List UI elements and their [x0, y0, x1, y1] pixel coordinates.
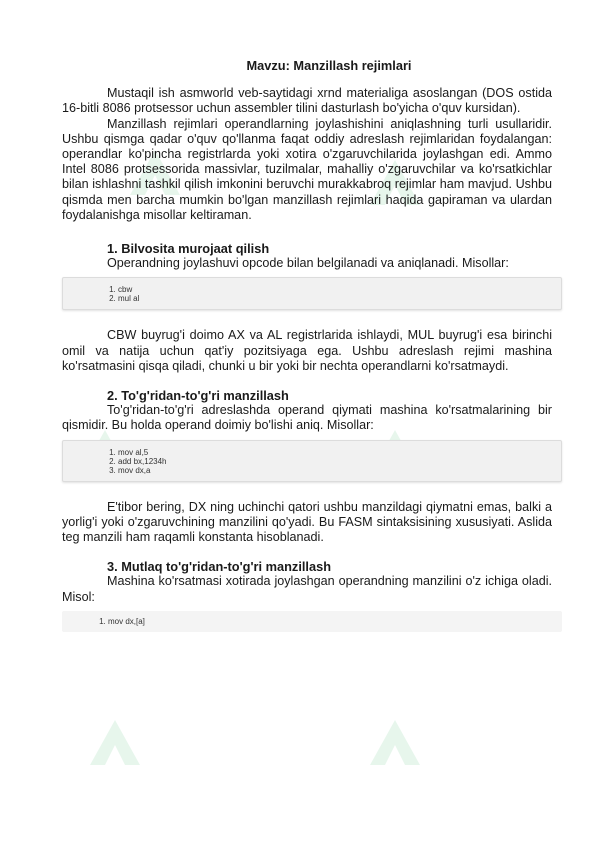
code-block — [62, 440, 562, 482]
intro-paragraph: Mustaqil ish asmworld veb-saytidagi xrnd materialiga asoslangan (DOS ostida 16-bitli 8086 protsessor uchun assembler tilini dasturlash bo'yicha o'quv kursidan). — [62, 86, 552, 116]
section-paragraph: CBW buyrug'i doimo AX va AL registrlarida ishlaydi, MUL buyrug'i esa birinchi omil va natija uchun qat'iy pozitsiyaga ega. Ushbu adreslash rejimi mashina ko'rsatmasini qisqa qiladi, chunki u bir yoki bir nechta operandlarni ko'rsatmaydi. — [62, 328, 552, 373]
section-lead: Operandning joylashuvi opcode bilan belgilanadi va aniqlanadi. Misollar: — [107, 256, 509, 271]
code-line: 2. add bx,1234h — [118, 457, 561, 466]
document-body — [62, 58, 552, 632]
code-block — [62, 277, 562, 310]
code-line: 3. mov dx,a — [118, 466, 561, 475]
section-lead: To'g'ridan-to'g'ri adreslashda operand qiymati mashina ko'rsatmalarining bir qismidir. Bu holda operand doimiy bo'lishi aniq. Misollar: — [62, 403, 552, 433]
code-line: 1. cbw — [118, 285, 561, 294]
section-heading: 2. To'g'ridan-to'g'ri manzillash — [107, 388, 289, 404]
code-line: 2. mul al — [118, 294, 561, 303]
code-line: 1. mov dx,[a] — [108, 617, 562, 626]
watermark-icon — [360, 710, 430, 780]
section-lead: Mashina ko'rsatmasi xotirada joylashgan operandning manzilini o'z ichiga oladi. Misol: — [62, 574, 552, 604]
section-heading: 1. Bilvosita murojaat qilish — [107, 241, 270, 257]
code-line: 1. mov al,5 — [118, 448, 561, 457]
watermark-icon — [80, 710, 150, 780]
intro-paragraph: Manzillash rejimlari operandlarning joylashishini aniqlashning turli usullaridir. Ushbu qismga qadar o'quv qo'llanma faqat oddiy adreslash rejimlaridan foydalangan: operandlar ko'pincha registrlarda yoki xotira o'zgaruvchilarida joylashgan edi. Ammo Intel 8086 protsessorida massivlar, tuzilmalar, mahalliy o'zgaruvchilar va ko'rsatkichlar bilan ishlashni tashkil qilish imkonini beruvchi murakkabroq rejimlar ham mavjud. Ushbu qismda men barcha mumkin bo'lgan manzillash rejimlari haqida gapiraman va ulardan foydalanishga misollar keltiraman. — [62, 116, 552, 222]
page-title: Mavzu: Manzillash rejimlari — [246, 58, 412, 73]
section-heading: 3. Mutlaq to'g'ridan-to'g'ri manzillash — [107, 559, 332, 575]
code-block — [62, 611, 562, 632]
section-paragraph: E'tibor bering, DX ning uchinchi qatori ushbu manzildagi qiymatni emas, balki a yorlig'i yoki o'zgaruvchining manzilini qo'yadi. Bu FASM sintaksisining xususiyati. Aslida teg manzili ham raqamli konstanta hisoblanadi. — [62, 499, 552, 545]
